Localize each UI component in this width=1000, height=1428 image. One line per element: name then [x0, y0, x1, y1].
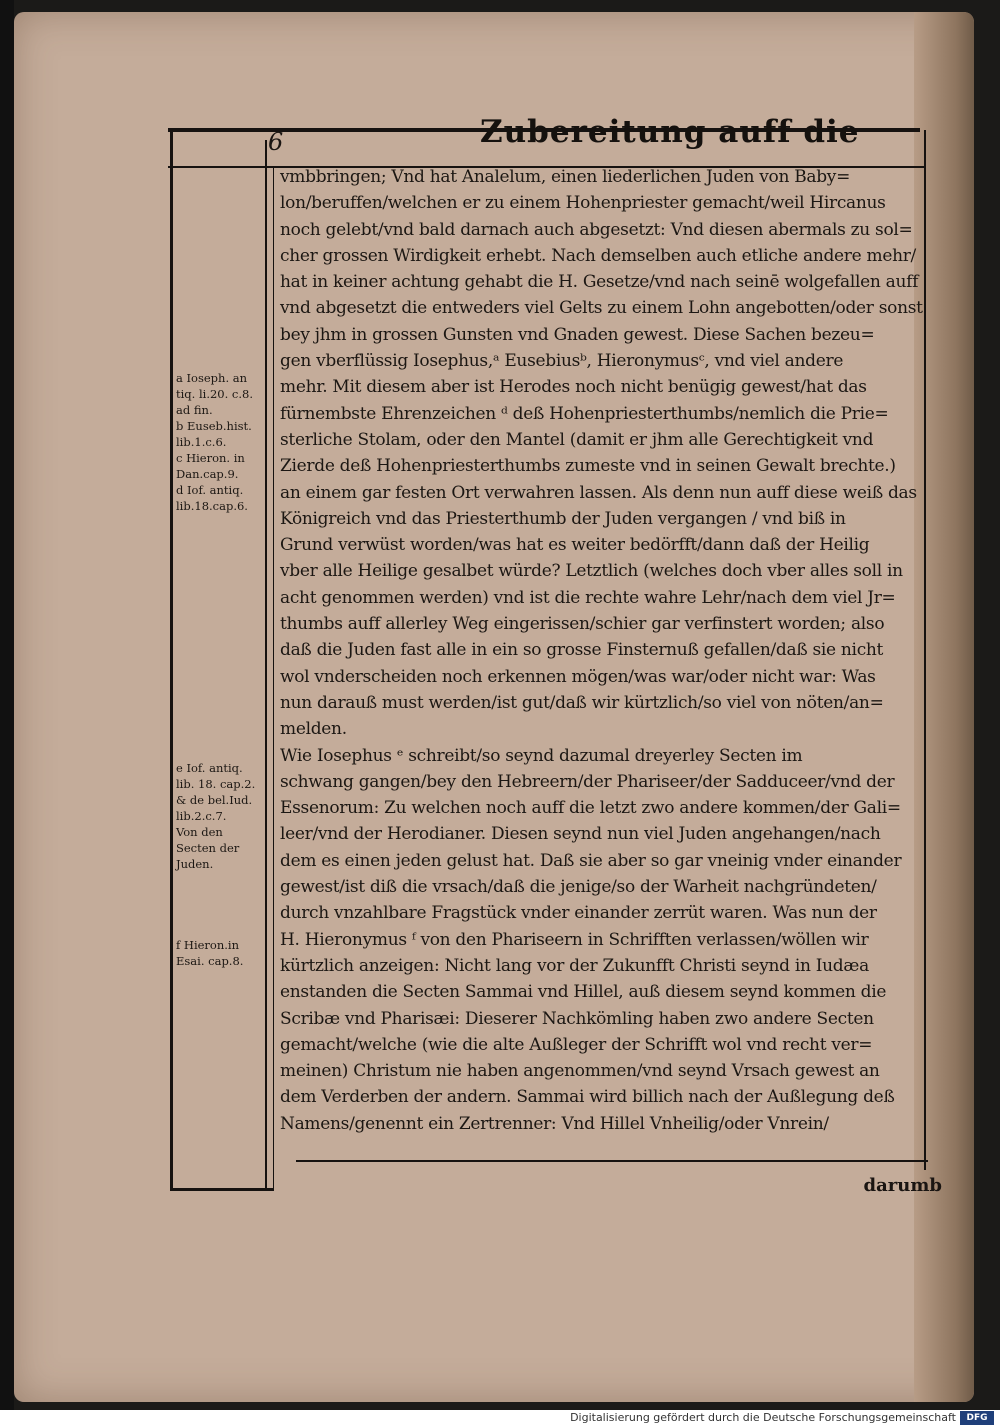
text-line: acht genommen werden) vnd ist die rechte wahre Lehr/nach dem viel Jr=: [280, 587, 896, 608]
margin-note-line: ad fin.: [176, 403, 213, 417]
margin-note-line: Von den: [176, 825, 223, 839]
text-line: schwang gangen/bey den Hebreern/der Phariseer/der Sadduceer/vnd der: [280, 771, 895, 792]
text-line: nun darauß must werden/ist gut/daß wir kürtzlich/so viel von nöten/an=: [280, 692, 884, 713]
margin-column-right-rule: [265, 140, 267, 1190]
text-line: gen vberflüssig Iosephus,ᵃ Eusebiusᵇ, Hieronymusᶜ, vnd viel andere: [280, 351, 844, 372]
margin-note-line: f Hieron.in: [176, 938, 239, 952]
text-bottom-rule: [296, 1160, 928, 1162]
text-line: durch vnzahlbare Fragstück vnder einander zerrüt waren. Was nun der: [280, 903, 877, 924]
margin-note-line: tiq. li.20. c.8.: [176, 387, 253, 401]
text-line: an einem gar festen Ort verwahren lassen. Als denn nun auff diese weiß das: [280, 482, 917, 503]
margin-note-line: Dan.cap.9.: [176, 467, 239, 481]
margin-notes-f: [176, 937, 268, 969]
margin-note-line: lib.2.c.7.: [176, 809, 227, 823]
footer-credit: Digitalisierung gefördert durch die Deutsche Forschungsgemeinschaft: [570, 1411, 956, 1424]
text-line: hat in keiner achtung gehabt die H. Gesetze/vnd nach seinē wolgefallen auff: [280, 272, 919, 293]
text-line: wol vnderscheiden noch erkennen mögen/was war/oder nicht war: Was: [280, 666, 876, 687]
text-line: Namens/genennt ein Zertrenner: Vnd Hillel Vnheilig/oder Vnrein/: [280, 1113, 829, 1134]
margin-note-line: Juden.: [176, 857, 214, 871]
text-line: H. Hieronymus ᶠ von den Phariseern in Schrifften verlassen/wöllen wir: [280, 929, 869, 950]
running-head: Zubereitung auff die: [480, 114, 860, 150]
text-line: gewest/ist diß die vrsach/daß die jenige/so der Warheit nachgründeten/: [280, 877, 877, 898]
text-line: mehr. Mit diesem aber ist Herodes noch nicht benügig gewest/hat das: [280, 377, 867, 398]
margin-note-line: Esai. cap.8.: [176, 954, 244, 968]
text-line: thumbs auff allerley Weg eingerissen/schier gar verfinstert worden; also: [280, 614, 885, 635]
catchword: darumb: [863, 1175, 942, 1196]
page-number: 6: [268, 128, 284, 156]
text-line: daß die Juden fast alle in ein so grosse Finsternuß gefallen/daß sie nicht: [280, 640, 884, 661]
margin-note-line: lib. 18. cap.2.: [176, 777, 256, 791]
margin-note-line: & de bel.Iud.: [176, 793, 253, 807]
text-line: Königreich vnd das Priesterthumb der Juden vergangen / vnd biß in: [280, 508, 846, 529]
text-line: noch gelebt/vnd bald darnach auch abgesetzt: Vnd diesen abermals zu sol=: [280, 219, 913, 240]
margin-note-line: e Iof. antiq.: [176, 761, 243, 775]
text-line: cher grossen Wirdigkeit erhebt. Nach demselben auch etliche andere mehr/: [280, 245, 916, 266]
dfg-logo: DFG: [960, 1411, 994, 1425]
margin-notes-e: [176, 760, 268, 872]
margin-note-line: a Ioseph. an: [176, 371, 248, 385]
text-line: sterliche Stolam, oder den Mantel (damit er jhm alle Gerechtigkeit vnd: [280, 429, 874, 450]
margin-column-left-rule: [170, 130, 173, 1190]
text-line: Essenorum: Zu welchen noch auff die letzt zwo andere kommen/der Gali=: [280, 798, 901, 819]
text-line: vmbbringen; Vnd hat Analelum, einen liederlichen Juden von Baby=: [280, 167, 851, 187]
margin-note-line: Secten der: [176, 841, 240, 855]
text-line: bey jhm in grossen Gunsten vnd Gnaden gewest. Diese Sachen bezeu=: [280, 324, 875, 345]
text-line: meinen) Christum nie haben angenommen/vnd seynd Vrsach gewest an: [280, 1061, 880, 1082]
footer-rule: [170, 1188, 274, 1191]
text-line: Zierde deß Hohenpriesterthumbs zumeste vnd in seinen Gewalt brechte.): [280, 456, 896, 477]
text-line: melden.: [280, 719, 347, 740]
text-line: leer/vnd der Herodianer. Diesen seynd nun viel Juden angehangen/nach: [280, 824, 881, 845]
main-text-block: [280, 164, 930, 1137]
text-column-left-rule: [273, 168, 274, 1190]
scan-edge: [0, 0, 14, 1410]
text-line: vnd abgesetzt die entweders viel Gelts zu einem Lohn angebotten/oder sonst: [280, 298, 923, 319]
margin-note-line: d Iof. antiq.: [176, 483, 244, 497]
text-line: vber alle Heilige gesalbet würde? Letztlich (welches doch vber alles soll in: [280, 561, 903, 582]
margin-notes-a: [176, 370, 268, 514]
text-line: gemacht/welche (wie die alte Außleger der Schrifft wol vnd recht ver=: [280, 1034, 873, 1055]
margin-note-line: b Euseb.hist.: [176, 419, 252, 433]
text-line: dem es einen jeden gelust hat. Daß sie aber so gar vneinig vnder einander: [280, 850, 902, 871]
text-line: dem Verderben der andern. Sammai wird billich nach der Außlegung deß: [280, 1087, 895, 1108]
text-line: lon/beruffen/welchen er zu einem Hohenpriester gemacht/weil Hircanus: [280, 193, 886, 214]
margin-note-line: lib.1.c.6.: [176, 435, 227, 449]
text-line: fürnembste Ehrenzeichen ᵈ deß Hohenpriesterthumbs/nemlich die Prie=: [280, 403, 889, 424]
text-line: enstanden die Secten Sammai vnd Hillel, auß diesem seynd kommen die: [280, 982, 887, 1003]
margin-note-line: lib.18.cap.6.: [176, 499, 248, 513]
text-line: Grund verwüst worden/was hat es weiter bedörfft/dann daß der Heilig: [280, 535, 870, 556]
margin-note-line: c Hieron. in: [176, 451, 245, 465]
text-line: Scribæ vnd Pharisæi: Dieserer Nachkömling haben zwo andere Secten: [280, 1008, 874, 1029]
text-line: kürtzlich anzeigen: Nicht lang vor der Zukunfft Christi seynd in Iudæa: [280, 955, 869, 976]
text-line: Wie Iosephus ᵉ schreibt/so seynd dazumal dreyerley Secten im: [280, 745, 803, 766]
